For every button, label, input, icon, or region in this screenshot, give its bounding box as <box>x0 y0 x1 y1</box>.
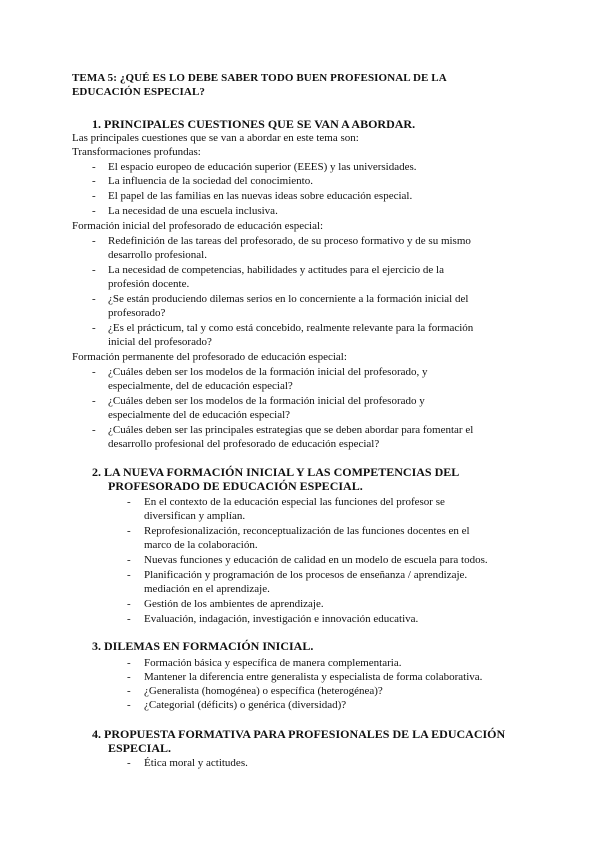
list-item: El espacio europeo de educación superior (EEES) y las universidades. <box>108 161 417 173</box>
list-item: El papel de las familias en las nuevas ideas sobre educación especial. <box>108 190 413 202</box>
bullet-dash: - <box>92 161 96 173</box>
group-3-label: Formación permanente del profesorado de educación especial: <box>72 351 347 363</box>
list-item: ¿Categorial (déficits) o genérica (diversidad)? <box>144 699 347 711</box>
bullet-dash: - <box>127 598 131 610</box>
bullet-dash: - <box>127 657 131 669</box>
bullet-dash: - <box>92 175 96 187</box>
list-item: ¿Cuáles deben ser los modelos de la formación inicial del profesorado y <box>108 395 425 407</box>
list-item-continuation: profesorado? <box>108 307 166 319</box>
list-item: Evaluación, indagación, investigación e innovación educativa. <box>144 613 419 625</box>
list-item-continuation: profesión docente. <box>108 278 190 290</box>
group-2-label: Formación inicial del profesorado de educación especial: <box>72 220 324 232</box>
section-4-heading-cont: ESPECIAL. <box>108 741 172 755</box>
bullet-dash: - <box>92 424 96 436</box>
section-1-heading: 1. PRINCIPALES CUESTIONES QUE SE VAN A ABORDAR. <box>92 117 416 131</box>
list-item: ¿Generalista (homogénea) o específica (heterogénea)? <box>144 685 383 697</box>
list-item: En el contexto de la educación especial las funciones del profesor se <box>144 496 445 508</box>
section-2-heading: 2. LA NUEVA FORMACIÓN INICIAL Y LAS COMPETENCIAS DEL <box>92 465 460 479</box>
list-item: La influencia de la sociedad del conocimiento. <box>108 175 313 187</box>
bullet-dash: - <box>92 190 96 202</box>
list-item: Ética moral y actitudes. <box>144 757 248 769</box>
bullet-dash: - <box>127 613 131 625</box>
section-3-heading: 3. DILEMAS EN FORMACIÓN INICIAL. <box>92 639 314 653</box>
bullet-dash: - <box>127 757 131 769</box>
list-item: Reprofesionalización, reconceptualización de las funciones docentes en el <box>144 525 470 537</box>
list-item: ¿Cuáles deben ser los modelos de la formación inicial del profesorado, y <box>108 366 428 378</box>
list-item-continuation: inicial del profesorado? <box>108 336 212 348</box>
bullet-dash: - <box>127 569 131 581</box>
list-item: La necesidad de competencias, habilidades y actitudes para el ejercicio de la <box>108 264 444 276</box>
bullet-dash: - <box>127 525 131 537</box>
bullet-dash: - <box>92 366 96 378</box>
section-2-heading-cont: PROFESORADO DE EDUCACIÓN ESPECIAL. <box>108 479 363 493</box>
title-line-1: TEMA 5: ¿QUÉ ES LO DEBE SABER TODO BUEN PROFESIONAL DE LA <box>72 72 447 84</box>
list-item-continuation: diversifican y amplían. <box>144 510 246 522</box>
page-title <box>72 71 542 99</box>
section-1-intro: Las principales cuestiones que se van a abordar en este tema son: <box>72 132 359 144</box>
list-item: Formación básica y específica de manera complementaria. <box>144 657 402 669</box>
title-line-2: EDUCACIÓN ESPECIAL? <box>72 86 206 98</box>
list-item-continuation: especialmente, del de educación especial? <box>108 380 293 392</box>
list-item: La necesidad de una escuela inclusiva. <box>108 205 278 217</box>
list-item: ¿Se están produciendo dilemas serios en lo concerniente a la formación inicial del <box>108 293 469 305</box>
bullet-dash: - <box>92 395 96 407</box>
bullet-dash: - <box>92 205 96 217</box>
list-item: Mantener la diferencia entre generalista y especialista de forma colaborativa. <box>144 671 483 683</box>
bullet-dash: - <box>92 264 96 276</box>
list-item: Nuevas funciones y educación de calidad en un modelo de escuela para todos. <box>144 554 488 566</box>
bullet-dash: - <box>92 322 96 334</box>
bullet-dash: - <box>127 554 131 566</box>
list-item: ¿Es el prácticum, tal y como está concebido, realmente relevante para la formación <box>108 322 474 334</box>
bullet-dash: - <box>92 235 96 247</box>
list-item: Gestión de los ambientes de aprendizaje. <box>144 598 324 610</box>
bullet-dash: - <box>127 699 131 711</box>
list-item: Planificación y programación de los procesos de enseñanza / aprendizaje. <box>144 569 468 581</box>
list-item-continuation: desarrollo profesional del profesorado de educación especial? <box>108 438 380 450</box>
bullet-dash: - <box>127 685 131 697</box>
list-item-continuation: marco de la colaboración. <box>144 539 258 551</box>
list-item-continuation: desarrollo profesional. <box>108 249 207 261</box>
section-4-heading: 4. PROPUESTA FORMATIVA PARA PROFESIONALES DE LA EDUCACIÓN <box>92 727 506 741</box>
bullet-dash: - <box>127 671 131 683</box>
list-item: Redefinición de las tareas del profesorado, de su proceso formativo y de su mismo <box>108 235 471 247</box>
list-item: ¿Cuáles deben ser las principales estrategias que se deben abordar para fomentar el <box>108 424 474 436</box>
list-item-continuation: mediación en el aprendizaje. <box>144 583 270 595</box>
group-1-label: Transformaciones profundas: <box>72 146 201 158</box>
bullet-dash: - <box>92 293 96 305</box>
list-item-continuation: especialmente del de educación especial? <box>108 409 291 421</box>
bullet-dash: - <box>127 496 131 508</box>
